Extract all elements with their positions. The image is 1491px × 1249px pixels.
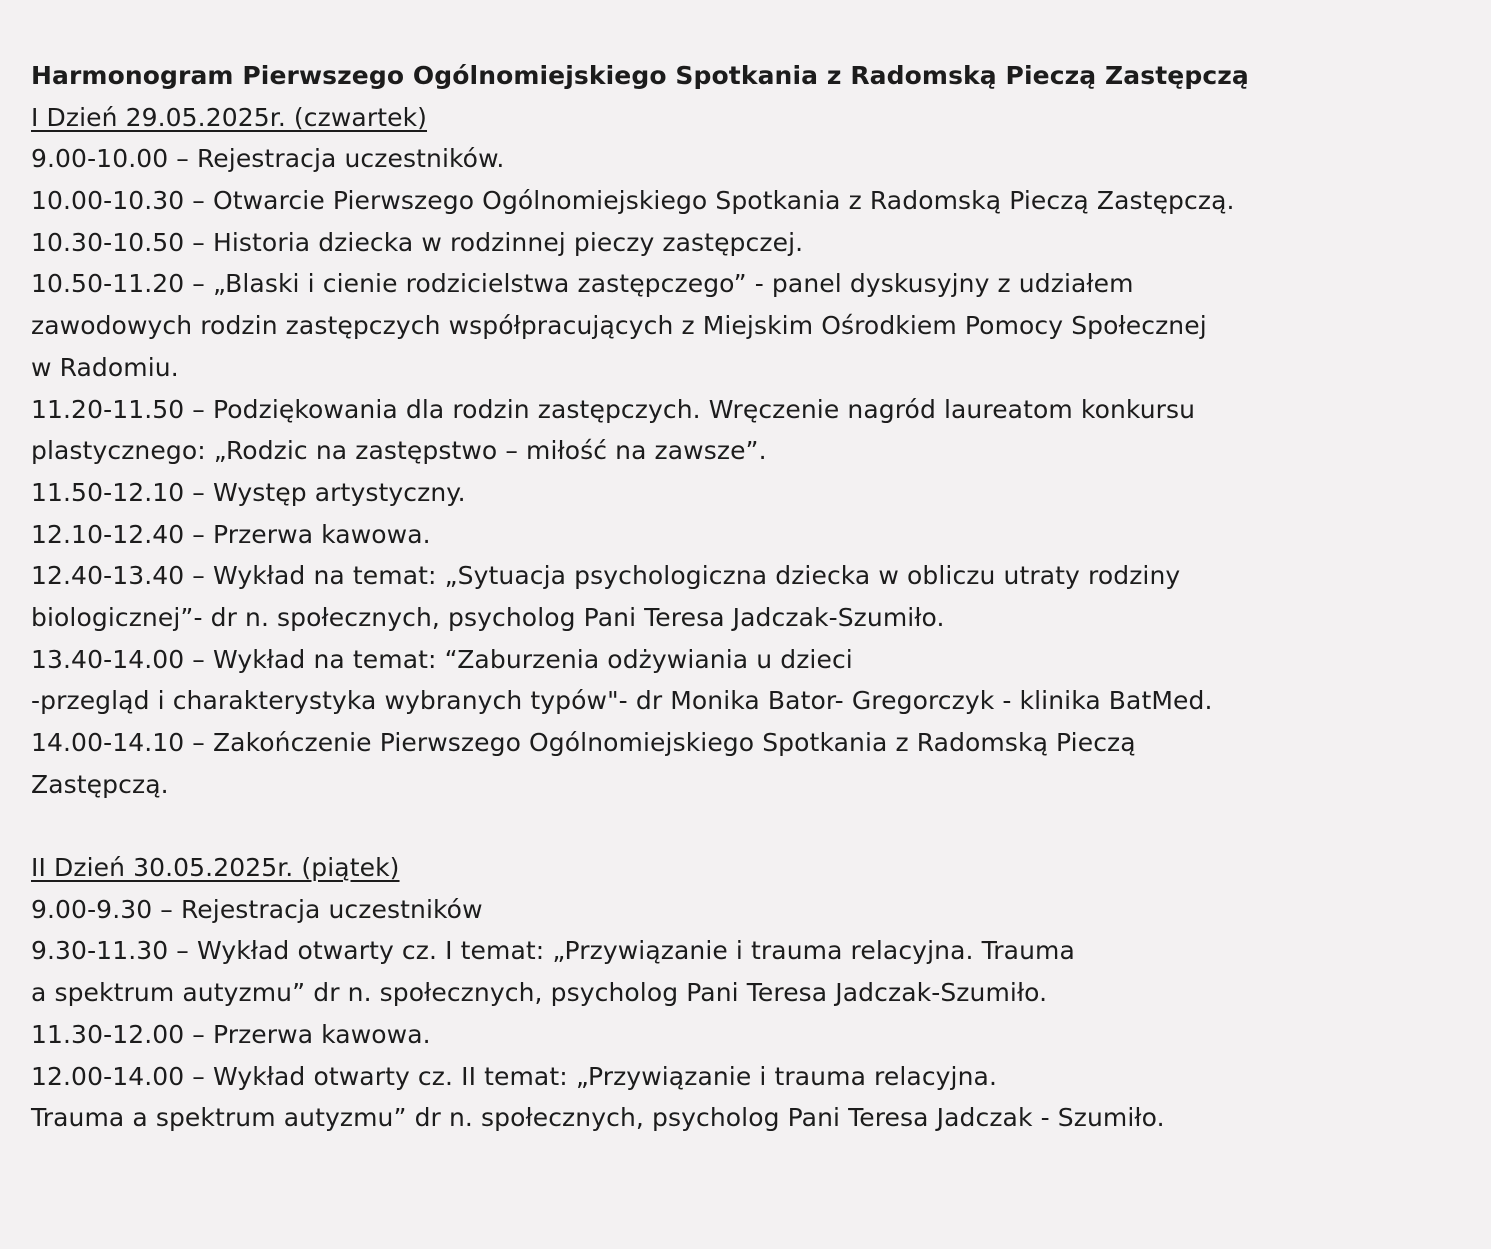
day1-line-3: 10.30-10.50 – Historia dziecka w rodzinnej pieczy zastępczej. bbox=[31, 227, 804, 257]
day1-line-9: 11.50-12.10 – Występ artystyczny. bbox=[31, 477, 466, 507]
day2-line-2: 9.30-11.30 – Wykład otwarty cz. I temat: „Przywiązanie i trauma relacyjna. Trauma bbox=[31, 936, 1075, 966]
day1-section-heading bbox=[31, 97, 1471, 139]
schedule-document bbox=[31, 55, 1471, 1139]
day2-section-heading bbox=[31, 847, 1471, 889]
day2-line-6: Trauma a spektrum autyzmu” dr n. społecznych, psycholog Pani Teresa Jadczak - Szumiło. bbox=[31, 1103, 1165, 1133]
day1-line-15: 14.00-14.10 – Zakończenie Pierwszego Ogólnomiejskiego Spotkania z Radomską Pieczą bbox=[31, 728, 1136, 757]
day2-line-3: a spektrum autyzmu” dr n. społecznych, psycholog Pani Teresa Jadczak-Szumiło. bbox=[31, 978, 1048, 1008]
day1-line-4: 10.50-11.20 – „Blaski i cienie rodzicielstwa zastępczego” - panel dyskusyjny z udziałem bbox=[31, 269, 1134, 299]
day1-line-1: 9.00-10.00 – Rejestracja uczestników. bbox=[31, 144, 505, 174]
day1-line-11: 12.40-13.40 – Wykład na temat: „Sytuacja psychologiczna dziecka w obliczu utraty rodziny bbox=[31, 561, 1181, 591]
day1-line-13: 13.40-14.00 – Wykład na temat: “Zaburzenia odżywiania u dzieci bbox=[31, 644, 853, 674]
day1-line-12: biologicznej”- dr n. społecznych, psycholog Pani Teresa Jadczak-Szumiło. bbox=[31, 602, 945, 632]
document-title: Harmonogram Pierwszego Ogólnomiejskiego Spotkania z Radomską Pieczą Zastępczą bbox=[31, 61, 1249, 90]
day2-line-1: 9.00-9.30 – Rejestracja uczestników bbox=[31, 894, 483, 924]
day1-line-8: plastycznego: „Rodzic na zastępstwo – miłość na zawsze”. bbox=[31, 436, 767, 466]
day1-line-5: zawodowych rodzin zastępczych współpracujących z Miejskim Ośrodkiem Pomocy Społecznej bbox=[31, 311, 1207, 341]
day2-line-4: 11.30-12.00 – Przerwa kawowa. bbox=[31, 1019, 431, 1049]
day2-line-5: 12.00-14.00 – Wykład otwarty cz. II temat: „Przywiązanie i trauma relacyjna. bbox=[31, 1061, 998, 1091]
day1-line-6: w Radomiu. bbox=[31, 352, 179, 382]
day1-heading: I Dzień 29.05.2025r. (czwartek) bbox=[31, 102, 428, 132]
day1-line-10: 12.10-12.40 – Przerwa kawowa. bbox=[31, 519, 431, 549]
day1-line-16: Zastępczą. bbox=[31, 769, 169, 799]
day1-line-7: 11.20-11.50 – Podziękowania dla rodzin zastępczych. Wręczenie nagród laureatom konkursu bbox=[31, 394, 1196, 424]
day2-heading: II Dzień 30.05.2025r. (piątek) bbox=[31, 853, 400, 883]
day1-line-2: 10.00-10.30 – Otwarcie Pierwszego Ogólnomiejskiego Spotkania z Radomską Pieczą Zastępczą. bbox=[31, 186, 1235, 216]
day1-line-14: -przegląd i charakterystyka wybranych typów"- dr Monika Bator- Gregorczyk - klinika BatMed. bbox=[31, 686, 1213, 716]
section-spacer bbox=[31, 805, 1471, 847]
